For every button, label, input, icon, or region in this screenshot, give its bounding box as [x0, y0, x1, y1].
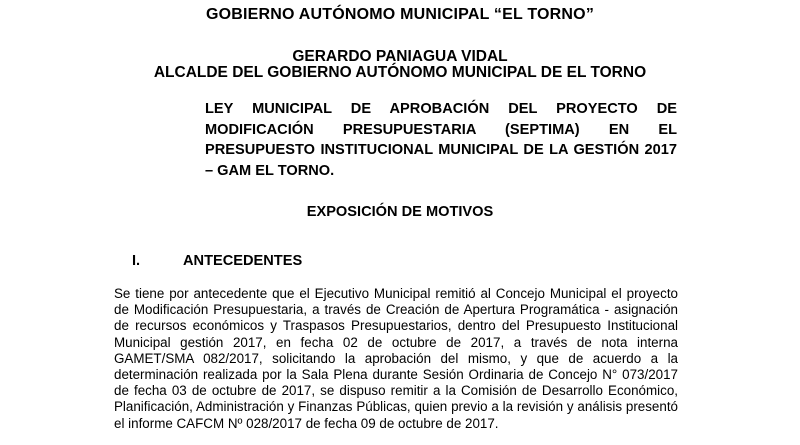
law-title: LEY MUNICIPAL DE APROBACIÓN DEL PROYECTO DE MODIFICACIÓN PRESUPUESTARIA (SEPTIMA) EN EL PRESUPUESTO INSTITUCIONAL MUNICIPAL DE LA GESTIÓN 2017 – GAM EL TORNO.	[205, 101, 677, 179]
mayor-name: GERARDO PANIAGUA VIDAL	[292, 48, 508, 65]
section-title: ANTECEDENTES	[183, 253, 303, 269]
section-number: I.	[132, 253, 141, 269]
exposition-heading: EXPOSICIÓN DE MOTIVOS	[306, 204, 494, 220]
government-header: GOBIERNO AUTÓNOMO MUNICIPAL “EL TORNO”	[205, 6, 595, 23]
mayor-title: ALCALDE DEL GOBIERNO AUTÓNOMO MUNICIPAL DE EL TORNO	[153, 64, 647, 81]
antecedentes-paragraph: Se tiene por antecedente que el Ejecutivo Municipal remitió al Concejo Municipal el proyecto de Modificación Presupuestaria, a través de Creación de Apertura Programática - asignación de recursos económicos y Traspasos Presupuestarios, dentro del Presupuesto Institucional Municipal gestión 2017, en fecha 02 de octubre de 2017, a través de nota interna GAMET/SMA 082/2017, solicitando la aprobación del mismo, y que de acuerdo a la determinación realizada por la Sala Plena durante Sesión Ordinaria de Concejo N° 073/2017 de fecha 03 de octubre de 2017, se dispuso remitir a la Comisión de Desarrollo Económico, Planificación, Administración y Finanzas Públicas, quien previo a la revisión y análisis presentó el informe CAFCM Nº 028/2017 de fecha 09 de octubre de 2017.	[114, 286, 678, 431]
